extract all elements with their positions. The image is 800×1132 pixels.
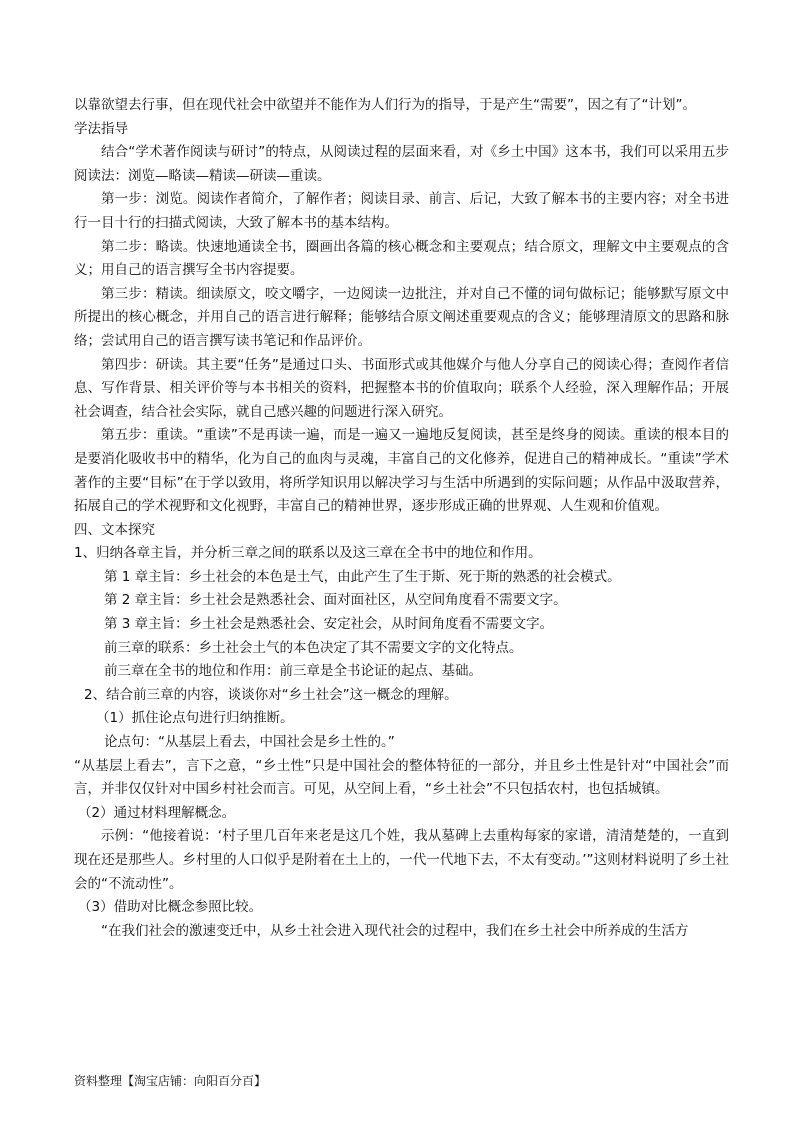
section-study-method: 学法指导 xyxy=(74,120,128,137)
q2-m3-quote: “在我们社会的激速变迁中，从乡土社会进入现代社会的过程中，我们在乡土社会中所养成的生活方 xyxy=(101,922,689,939)
q2-m3: （3）借助对比概念参照比较。 xyxy=(78,899,263,916)
document-body xyxy=(74,94,729,943)
p-step2: 第二步：略读。快速地通读全书，圈画出各篇的核心概念和主要观点；结合原文，理解文中主要观点的含义；用自己的语言撰写全书内容提要。 xyxy=(74,238,729,279)
q1-ch1: 第 1 章主旨：乡土社会的本色是土气，由此产生了生于斯、死于斯的熟悉的社会模式。 xyxy=(104,568,621,585)
q2-m2: （2）通过材料理解概念。 xyxy=(78,804,236,821)
p-step1: 第一步：浏览。阅读作者简介，了解作者；阅读目录、前言、后记，大致了解本书的主要内容；对全书进行一目十行的扫描式阅读，大致了解本书的基本结构。 xyxy=(74,191,729,231)
footer-note: 资料整理【淘宝店铺：向阳百分百】 xyxy=(74,1074,267,1088)
q2: 2、结合前三章的内容，谈谈你对“乡土社会”这一概念的理解。 xyxy=(84,686,458,703)
p-cont: 以靠欲望去行事，但在现代社会中欲望并不能作为人们行为的指导，于是产生“需要”，因之有了“计划”。 xyxy=(74,97,696,113)
q1-link: 前三章的联系：乡土社会土气的本色决定了其不需要文字的文化特点。 xyxy=(104,639,523,656)
section-text-inquiry: 四、文本探究 xyxy=(74,521,155,538)
q1: 1、归纳各章主旨，并分析三章之间的联系以及这三章在全书中的地位和作用。 xyxy=(74,545,542,562)
p-step3: 第三步：精读。细读原文，咬文嚼字，一边阅读一边批注，并对自己不懂的词句做标记；能够默写原文中所提出的核心概念，并用自己的语言进行解释；能够结合原文阐述重要观点的含义；能够理清原文的思路和脉络；尝试用自己的语言撰写读书笔记和作品评价。 xyxy=(74,285,729,349)
p-method-intro: 结合“学术著作阅读与研讨”的特点，从阅读过程的层面来看，对《乡土中国》这本书，我们可以采用五步阅读法：浏览—略读—精读—研读—重读。 xyxy=(74,144,729,184)
q1-ch3: 第 3 章主旨：乡土社会是熟悉社会、安定社会，从时间角度看不需要文字。 xyxy=(104,616,554,633)
q1-role: 前三章在全书的地位和作用：前三章是全书论证的起点、基础。 xyxy=(104,663,482,680)
q2-m1-quote: 论点句：“从基层上看去，中国社会是乡土性的。” xyxy=(104,734,395,751)
p-step4: 第四步：研读。其主要“任务”是通过口头、书面形式或其他媒介与他人分享自己的阅读心得；查阅作者信息、写作背景、相关评价等与本书相关的资料，把握整本书的价值取向；联系个人经验，深入理解作品；开展社会调查，结合社会实际，就自己感兴趣的问题进行深入研究。 xyxy=(74,356,729,420)
q1-ch2: 第 2 章主旨：乡土社会是熟悉社会、面对面社区，从空间角度看不需要文字。 xyxy=(104,592,567,609)
q2-m2-ex: 示例：“他接着说：‘村子里几百年来老是这几个姓，我从墓碑上去重构每家的家谱，清清楚楚的，一直到现在还是那些人。乡村里的人口似乎是附着在土上的，一代一代地下去，不太有变动。’”这则材料说明了乡土社会的“不流动性”。 xyxy=(74,828,729,892)
p-step5: 第五步：重读。“重读”不是再读一遍，而是一遍又一遍地反复阅读，甚至是终身的阅读。重读的根本目的是要消化吸收书中的精华，化为自己的血肉与灵魂，丰富自己的文化修养，促进自己的精神成长。“重读”学术著作的主要“目标”在于学以致用，将所学知识用以解决学习与生活中所遇到的实际问题；从作品中汲取营养，拓展自己的学术视野和文化视野，丰富自己的精神世界，逐步形成正确的世界观、人生观和价值观。 xyxy=(74,427,729,515)
q2-m1: （1）抓住论点句进行归纳推断。 xyxy=(96,710,294,727)
q2-m1-expl: “从基层上看去”，言下之意，“乡土性”只是中国社会的整体特征的一部分，并且乡土性是针对“中国社会”而言，并非仅仅针对中国乡村社会而言。可见，从空间上看，“乡土社会”不只包括农村，也包括城镇。 xyxy=(74,757,729,798)
